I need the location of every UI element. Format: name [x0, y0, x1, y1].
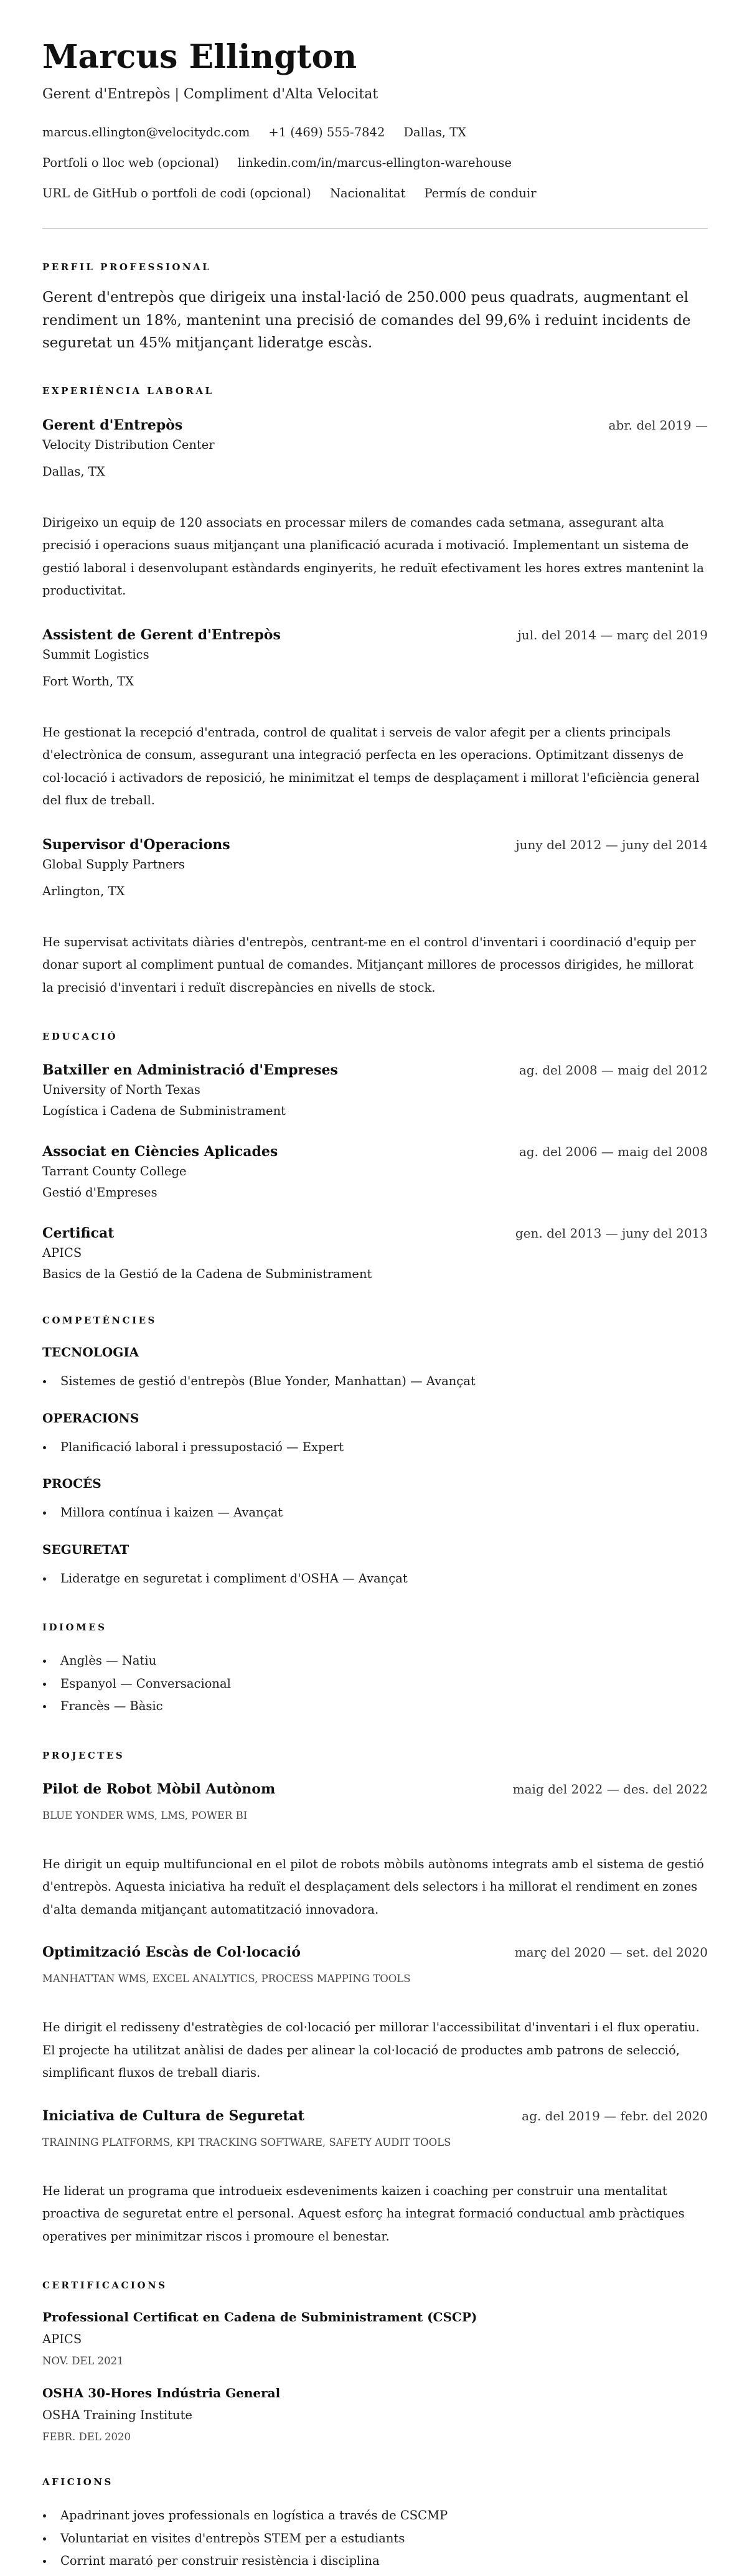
project-name: Pilot de Robot Mòbil Autònom [42, 1780, 276, 1797]
skill-item: Millora contínua i kaizen — Avançat [42, 1502, 708, 1525]
field-of-study: Logística i Cadena de Subministrament [42, 1104, 286, 1118]
projects-section [42, 1749, 708, 2249]
certifications-section [42, 2279, 708, 2445]
contact-line [42, 154, 708, 172]
job-location: Arlington, TX [42, 883, 125, 898]
email-link[interactable]: marcus.ellington@velocitydc.com [42, 125, 250, 139]
job-location: Fort Worth, TX [42, 674, 134, 689]
job-title: Assistent de Gerent d'Entrepòs [42, 626, 281, 643]
degree-title: Batxiller en Administració d'Empreses [42, 1062, 338, 1078]
school-name: APICS [42, 1246, 82, 1260]
education-item [42, 1061, 708, 1120]
job-title: Gerent d'Entrepòs [42, 416, 183, 433]
hobby-item: Corrint marató per construir resistència i disciplina [42, 2550, 708, 2573]
contact-line [42, 123, 708, 142]
project-name: Optimització Escàs de Col·locació [42, 1944, 301, 1960]
job-dates: juny del 2012 — juny del 2014 [515, 837, 708, 852]
nationality-text: Nacionalitat [329, 186, 406, 200]
skill-category: TECNOLOGIA [42, 1345, 139, 1360]
language-item: Francès — Bàsic [42, 1695, 708, 1718]
project-dates: ag. del 2019 — febr. del 2020 [522, 2108, 708, 2123]
candidate-name: Marcus Ellington [42, 38, 357, 76]
resume-header [42, 39, 708, 203]
project-item [42, 1943, 708, 2085]
project-description: He dirigit un equip multifuncional en el pilot de robots mòbils autònoms integrats amb el sistema de gestió d'entrepòs. Aquesta iniciativa ha reduït el desplaçament dels selectors i ha millorat el rendiment en zones d'alta demanda mitjançant automatització innovadora. [42, 1856, 704, 1917]
project-tech: MANHATTAN WMS, EXCEL ANALYTICS, PROCESS MAPPING TOOLS [42, 1973, 411, 1985]
job-description: He gestionat la recepció d'entrada, control de qualitat i serveis de valor afegit per a clients principals d'electrònica de consum, assegurant una integració perfecta en les operacions. Optimitzant dissenys de col·locació i activadors de reposició, he minimitzat el temps de desplaçament i millorat l'eficiència general del flux de treball. [42, 725, 700, 807]
header-divider [42, 228, 708, 229]
job-title: Supervisor d'Operacions [42, 836, 230, 853]
contact-line [42, 184, 708, 203]
section-title: PROJECTES [42, 1749, 125, 1761]
project-tech: BLUE YONDER WMS, LMS, POWER BI [42, 1809, 248, 1822]
certification-date: FEBR. DEL 2020 [42, 2431, 131, 2443]
company-name: Velocity Distribution Center [42, 437, 215, 452]
education-item [42, 1224, 708, 1283]
summary-text: Gerent d'entrepòs que dirigeix una instal·lació de 250.000 peus quadrats, augmentant el rendiment un 18%, mantenint una precisió de comandes del 99,6% i reduint incidents de seguretat un 45% mitjançant lideratge escàs. [42, 289, 691, 351]
section-title: CERTIFICACIONS [42, 2280, 167, 2291]
certification-name: OSHA 30-Hores Indústria General [42, 2386, 281, 2400]
project-tech: TRAINING PLATFORMS, KPI TRACKING SOFTWARE, SAFETY AUDIT TOOLS [42, 2136, 451, 2148]
hobby-item: Voluntariat en visites d'entrepòs STEM per a estudiants [42, 2527, 708, 2550]
language-item: Espanyol — Conversacional [42, 1673, 708, 1696]
certification-date: NOV. DEL 2021 [42, 2355, 124, 2367]
company-name: Global Supply Partners [42, 857, 185, 872]
candidate-headline: Gerent d'Entrepòs | Compliment d'Alta Velocitat [42, 87, 378, 102]
education-item [42, 1142, 708, 1201]
certification-item [42, 2308, 708, 2369]
field-of-study: Basics de la Gestió de la Cadena de Subministrament [42, 1267, 372, 1281]
education-dates: ag. del 2006 — maig del 2008 [519, 1144, 708, 1159]
education-dates: gen. del 2013 — juny del 2013 [515, 1226, 708, 1241]
skill-item: Lideratge en seguretat i compliment d'OSHA — Avançat [42, 1568, 708, 1591]
certification-issuer: APICS [42, 2332, 82, 2346]
school-name: Tarrant County College [42, 1164, 187, 1178]
section-title: COMPETÈNCIES [42, 1315, 157, 1326]
phone-number[interactable]: +1 (469) 555-7842 [268, 125, 385, 139]
language-item: Anglès — Natiu [42, 1650, 708, 1673]
job-description: Dirigeixo un equip de 120 associats en processar milers de comandes cada setmana, assegurant alta precisió i operacions suaus mitjançant una planificació acurada i motivació. Implementant un sistema de gestió laboral i desenvolupant estàndards enginyerits, he reduït efectivament les hores extres mantenint la productivitat. [42, 515, 704, 598]
certification-item [42, 2384, 708, 2445]
project-item [42, 2107, 708, 2249]
skill-item: Planificació laboral i pressupostació — Expert [42, 1436, 708, 1459]
section-title: IDIOMES [42, 1622, 107, 1633]
certification-name: Professional Certificat en Cadena de Subministrament (CSCP) [42, 2310, 477, 2325]
section-title: AFICIONS [42, 2476, 113, 2488]
language-list [42, 1650, 708, 1718]
skill-category: PROCÉS [42, 1476, 101, 1491]
degree-title: Certificat [42, 1225, 115, 1241]
company-name: Summit Logistics [42, 647, 149, 662]
skill-item: Sistemes de gestió d'entrepòs (Blue Yonder, Manhattan) — Avançat [42, 1370, 708, 1393]
section-title: PERFIL PROFESSIONAL [42, 261, 212, 273]
skill-list [42, 1502, 708, 1525]
languages-section [42, 1621, 708, 1718]
skills-section [42, 1314, 708, 1590]
experience-item [42, 835, 708, 1000]
degree-title: Associat en Ciències Aplicades [42, 1144, 278, 1160]
education-dates: ag. del 2008 — maig del 2012 [519, 1063, 708, 1078]
project-name: Iniciativa de Cultura de Seguretat [42, 2107, 304, 2124]
experience-item [42, 416, 708, 603]
section-title: EXPERIÈNCIA LABORAL [42, 385, 214, 397]
job-location: Dallas, TX [42, 464, 105, 479]
experience-section [42, 385, 708, 1000]
project-dates: maig del 2022 — des. del 2022 [512, 1781, 708, 1797]
location-text: Dallas, TX [403, 125, 467, 139]
experience-item [42, 626, 708, 812]
project-description: He liderat un programa que introdueix esdeveniments kaizen i coaching per construir una mentalitat proactiva de seguretat entre el personal. Aquest esforç ha integrat formació conductual amb pràctiques operatives per minimitzar riscos i promoure el benestar. [42, 2183, 685, 2244]
skill-list [42, 1436, 708, 1459]
hobby-list [42, 2504, 708, 2573]
skill-category: SEGURETAT [42, 1541, 129, 1557]
summary-section [42, 261, 708, 355]
skill-category: OPERACIONS [42, 1410, 139, 1426]
project-description: He dirigit el redisseny d'estratègies de col·locació per millorar l'accessibilitat d'inventari i el flux operatiu. El projecte ha utilitzat anàlisi de dades per alinear la col·locació de productes amb patrons de selecció, simplificant fluxos de treball diaris. [42, 2020, 700, 2080]
linkedin-link[interactable]: linkedin.com/in/marcus-ellington-warehouse [237, 156, 512, 170]
job-description: He supervisat activitats diàries d'entrepòs, centrant-me en el control d'inventari i coordinació d'equip per donar suport al compliment puntual de comandes. Mitjançant millores de processos dirigides, he millorat la precisió d'inventari i reduït discrepàncies en nivells de stock. [42, 934, 696, 995]
portfolio-link[interactable]: Portfoli o lloc web (opcional) [42, 156, 219, 170]
field-of-study: Gestió d'Empreses [42, 1185, 157, 1200]
job-dates: abr. del 2019 — [608, 417, 708, 433]
hobbies-section [42, 2476, 708, 2573]
skill-list [42, 1568, 708, 1591]
education-section [42, 1030, 708, 1283]
skill-list [42, 1370, 708, 1393]
github-link[interactable]: URL de GitHub o portfoli de codi (opcional) [42, 186, 311, 200]
section-title: EDUCACIÓ [42, 1031, 118, 1042]
project-item [42, 1780, 708, 1922]
job-dates: jul. del 2014 — març del 2019 [517, 627, 708, 642]
project-dates: març del 2020 — set. del 2020 [514, 1945, 708, 1960]
certification-issuer: OSHA Training Institute [42, 2408, 192, 2422]
school-name: University of North Texas [42, 1083, 200, 1097]
hobby-item: Apadrinant joves professionals en logística a través de CSCMP [42, 2504, 708, 2527]
driving-license-text: Permís de conduir [424, 186, 537, 200]
